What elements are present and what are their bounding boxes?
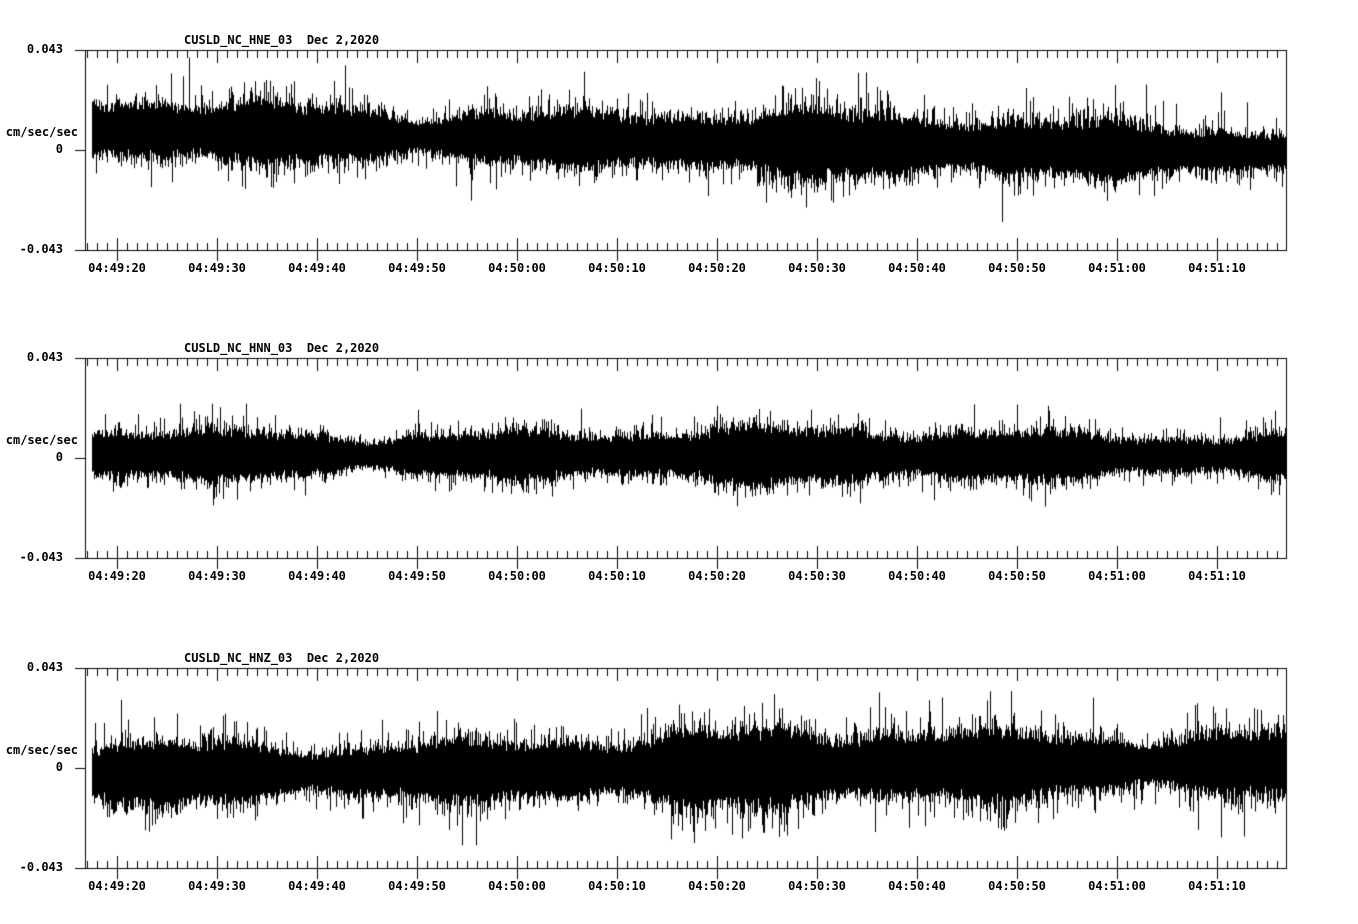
x-tick-label: 04:50:20 bbox=[688, 569, 746, 583]
y-axis-min-label: -0.043 bbox=[19, 550, 63, 564]
x-tick-label: 04:50:00 bbox=[488, 879, 546, 893]
y-axis-zero-label: 0 bbox=[55, 142, 63, 156]
x-tick-label: 04:50:00 bbox=[488, 569, 546, 583]
x-tick-label: 04:50:10 bbox=[588, 569, 646, 583]
x-tick-label: 04:49:50 bbox=[388, 261, 446, 275]
x-tick-label: 04:51:00 bbox=[1088, 879, 1146, 893]
x-tick-label: 04:49:20 bbox=[88, 261, 146, 275]
x-tick-label: 04:50:30 bbox=[788, 261, 846, 275]
x-tick-label: 04:50:30 bbox=[788, 879, 846, 893]
y-axis-min-label: -0.043 bbox=[19, 860, 63, 874]
x-tick-label: 04:49:30 bbox=[188, 569, 246, 583]
x-tick-label: 04:50:10 bbox=[588, 879, 646, 893]
x-axis-labels bbox=[0, 570, 1358, 584]
panel-title: CUSLD_NC_HNN_03 Dec 2,2020 bbox=[184, 341, 380, 355]
x-tick-label: 04:50:30 bbox=[788, 569, 846, 583]
x-tick-label: 04:50:40 bbox=[888, 879, 946, 893]
y-axis-max-label: 0.043 bbox=[26, 42, 63, 56]
x-tick-label: 04:50:10 bbox=[588, 261, 646, 275]
x-axis-labels bbox=[0, 262, 1358, 276]
x-tick-label: 04:51:00 bbox=[1088, 261, 1146, 275]
x-tick-label: 04:51:00 bbox=[1088, 569, 1146, 583]
x-tick-label: 04:50:00 bbox=[488, 261, 546, 275]
x-tick-label: 04:50:40 bbox=[888, 261, 946, 275]
panel-title: CUSLD_NC_HNE_03 Dec 2,2020 bbox=[184, 33, 380, 47]
y-axis-max-label: 0.043 bbox=[26, 660, 63, 674]
x-tick-label: 04:49:30 bbox=[188, 879, 246, 893]
x-tick-label: 04:50:50 bbox=[988, 261, 1046, 275]
x-tick-label: 04:50:20 bbox=[688, 879, 746, 893]
x-tick-label: 04:49:30 bbox=[188, 261, 246, 275]
x-tick-label: 04:51:10 bbox=[1188, 261, 1246, 275]
y-axis-min-label: -0.043 bbox=[19, 242, 63, 256]
x-tick-label: 04:50:50 bbox=[988, 879, 1046, 893]
y-axis-zero-label: 0 bbox=[55, 450, 63, 464]
y-axis-unit-label: cm/sec/sec bbox=[5, 433, 78, 447]
x-tick-label: 04:51:10 bbox=[1188, 879, 1246, 893]
y-axis-max-label: 0.043 bbox=[26, 350, 63, 364]
panel-title: CUSLD_NC_HNZ_03 Dec 2,2020 bbox=[184, 651, 380, 665]
x-tick-label: 04:51:10 bbox=[1188, 569, 1246, 583]
y-axis-unit-label: cm/sec/sec bbox=[5, 743, 78, 757]
x-axis-labels bbox=[0, 880, 1358, 894]
x-tick-label: 04:50:40 bbox=[888, 569, 946, 583]
y-axis-zero-label: 0 bbox=[55, 760, 63, 774]
y-axis-unit-label: cm/sec/sec bbox=[5, 125, 78, 139]
x-tick-label: 04:50:50 bbox=[988, 569, 1046, 583]
x-tick-label: 04:49:40 bbox=[288, 261, 346, 275]
x-tick-label: 04:49:40 bbox=[288, 569, 346, 583]
x-tick-label: 04:49:20 bbox=[88, 879, 146, 893]
x-tick-label: 04:49:40 bbox=[288, 879, 346, 893]
x-tick-label: 04:49:50 bbox=[388, 879, 446, 893]
x-tick-label: 04:49:50 bbox=[388, 569, 446, 583]
x-tick-label: 04:49:20 bbox=[88, 569, 146, 583]
x-tick-label: 04:50:20 bbox=[688, 261, 746, 275]
